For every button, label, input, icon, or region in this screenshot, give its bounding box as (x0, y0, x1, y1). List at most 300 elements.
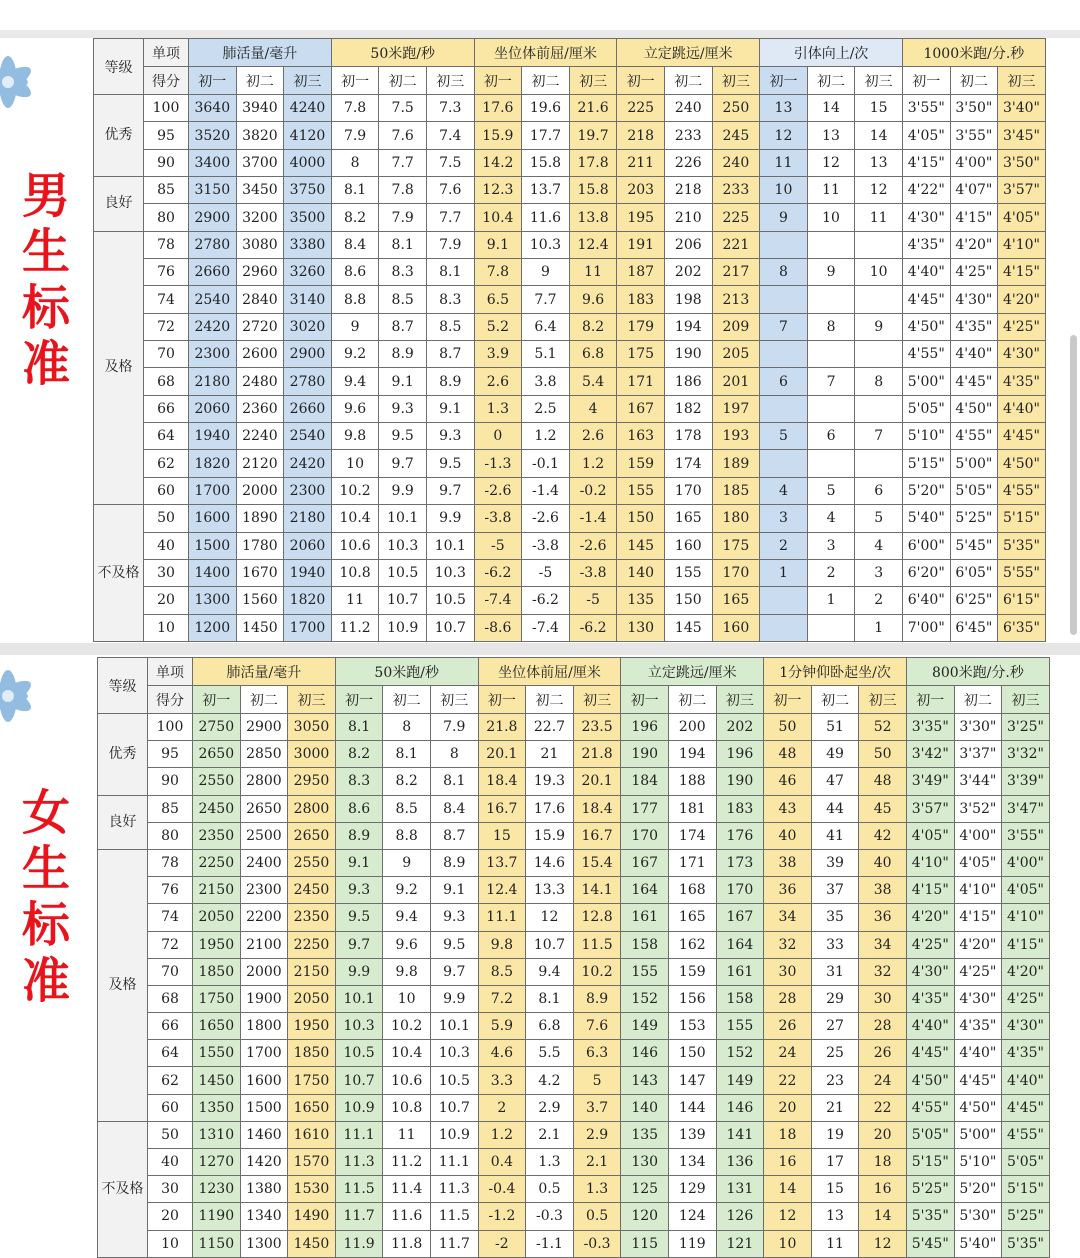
value-cell: 9.1 (474, 231, 522, 258)
value-cell: 9.4 (526, 958, 574, 985)
value-cell: 28 (764, 985, 812, 1012)
value-cell: 10.1 (430, 1013, 478, 1040)
value-cell: 10.2 (383, 1013, 431, 1040)
event-header: 立定跳远/厘米 (621, 658, 764, 686)
value-cell: 2480 (236, 368, 284, 395)
value-cell: 218 (617, 122, 665, 149)
value-cell: -0.1 (522, 450, 570, 477)
value-cell: 2120 (236, 450, 284, 477)
grade-year-header: 初三 (430, 686, 478, 714)
value-cell: -3.8 (522, 532, 570, 559)
value-cell: 171 (668, 849, 716, 876)
value-cell: 20 (764, 1094, 812, 1121)
value-cell: 8.5 (383, 795, 431, 822)
value-cell: 152 (716, 1040, 764, 1067)
value-cell: 190 (621, 741, 669, 768)
value-cell: 3'57" (906, 795, 954, 822)
value-cell: -8.6 (474, 614, 522, 641)
value-cell: 1 (807, 587, 855, 614)
value-cell: 35 (811, 904, 859, 931)
value-cell: 22 (764, 1067, 812, 1094)
value-cell: 11 (760, 149, 808, 176)
value-cell (760, 587, 808, 614)
value-cell: 178 (664, 423, 712, 450)
value-cell: 9.9 (430, 985, 478, 1012)
value-cell: 4'35" (998, 368, 1046, 395)
value-cell: 1850 (193, 958, 241, 985)
value-cell: 2420 (284, 450, 332, 477)
value-cell: 1600 (240, 1067, 288, 1094)
grade-year-header: 初一 (331, 67, 379, 95)
grade-header: 等级 (98, 658, 148, 714)
value-cell: 233 (712, 177, 760, 204)
value-cell: 14.1 (573, 877, 621, 904)
value-cell: 10 (331, 450, 379, 477)
value-cell: 10.5 (426, 587, 474, 614)
value-cell: 150 (617, 505, 665, 532)
value-cell: 1780 (236, 532, 284, 559)
value-cell: 1700 (284, 614, 332, 641)
value-cell: 8.1 (335, 714, 383, 741)
value-cell: 4'10" (906, 849, 954, 876)
value-cell: 5 (573, 1067, 621, 1094)
value-cell: 140 (617, 559, 665, 586)
value-cell: 2350 (288, 904, 336, 931)
grade-year-header: 初三 (569, 67, 617, 95)
value-cell: 6.5 (474, 286, 522, 313)
value-cell: 21.6 (569, 95, 617, 122)
value-cell: 2060 (284, 532, 332, 559)
value-cell: 14.2 (474, 149, 522, 176)
value-cell: 15.8 (522, 149, 570, 176)
value-cell: 160 (664, 532, 712, 559)
value-cell: 2600 (236, 341, 284, 368)
value-cell: 6'35" (998, 614, 1046, 641)
value-cell: 47 (811, 768, 859, 795)
value-cell: 1900 (240, 985, 288, 1012)
value-cell: 170 (621, 822, 669, 849)
value-cell: 4'40" (998, 395, 1046, 422)
value-cell: 168 (668, 877, 716, 904)
value-cell: 3140 (284, 286, 332, 313)
value-cell: 10.5 (335, 1040, 383, 1067)
value-cell: 225 (712, 204, 760, 231)
value-cell: -2.6 (569, 532, 617, 559)
value-cell: 170 (712, 559, 760, 586)
grade-year-header: 初二 (664, 67, 712, 95)
score-cell: 78 (148, 849, 193, 876)
value-cell: 7.8 (474, 259, 522, 286)
value-cell: 5'00" (954, 1121, 1002, 1148)
value-cell: 135 (617, 587, 665, 614)
value-cell: 24 (859, 1067, 907, 1094)
score-cell: 72 (148, 931, 193, 958)
grade-header: 等级 (94, 39, 144, 95)
value-cell: 5'00" (902, 368, 950, 395)
value-cell: 5.2 (474, 313, 522, 340)
value-cell: 4'45" (950, 368, 998, 395)
table-row (98, 1203, 1050, 1230)
value-cell: 3.3 (478, 1067, 526, 1094)
value-cell: 14 (855, 122, 903, 149)
value-cell: 14 (859, 1203, 907, 1230)
value-cell: 9.8 (383, 958, 431, 985)
value-cell: 10.1 (426, 532, 474, 559)
value-cell: 8.1 (379, 231, 427, 258)
value-cell: 1610 (288, 1121, 336, 1148)
value-cell: 4'07" (950, 177, 998, 204)
value-cell: 4'25" (906, 931, 954, 958)
value-cell: 23 (811, 1067, 859, 1094)
value-cell: 155 (617, 477, 665, 504)
table-row (98, 1094, 1050, 1121)
value-cell: 28 (859, 1013, 907, 1040)
value-cell: 1820 (284, 587, 332, 614)
value-cell: 17.6 (526, 795, 574, 822)
value-cell: 167 (716, 904, 764, 931)
value-cell: -2.6 (474, 477, 522, 504)
value-cell: 152 (621, 985, 669, 1012)
value-cell: 49 (811, 741, 859, 768)
value-cell: 1890 (236, 505, 284, 532)
value-cell: 1350 (193, 1094, 241, 1121)
value-cell: 6'00" (902, 532, 950, 559)
value-cell: 3 (807, 532, 855, 559)
table-row (98, 822, 1050, 849)
value-cell: -0.3 (526, 1203, 574, 1230)
value-cell: 4'35" (950, 313, 998, 340)
item-header: 单项 (148, 658, 193, 686)
score-cell: 95 (144, 122, 189, 149)
value-cell: 171 (617, 368, 665, 395)
value-cell: 9.8 (331, 423, 379, 450)
value-cell: 4 (855, 532, 903, 559)
value-cell: 0.5 (573, 1203, 621, 1230)
value-cell: 1 (855, 614, 903, 641)
value-cell: 13 (807, 122, 855, 149)
value-cell: -0.2 (569, 477, 617, 504)
value-cell: 4'55" (1002, 1121, 1050, 1148)
value-cell: 8 (760, 259, 808, 286)
value-cell: 150 (664, 587, 712, 614)
value-cell: 14 (764, 1176, 812, 1203)
value-cell: 4.2 (526, 1067, 574, 1094)
value-cell (855, 395, 903, 422)
value-cell: 143 (621, 1067, 669, 1094)
value-cell: 4.6 (478, 1040, 526, 1067)
value-cell: 5.5 (526, 1040, 574, 1067)
value-cell: 9.7 (379, 450, 427, 477)
value-cell: 2960 (236, 259, 284, 286)
value-cell: 2540 (189, 286, 237, 313)
value-cell: 2550 (193, 768, 241, 795)
grade-group-cell: 不及格 (94, 505, 144, 642)
value-cell: 9.4 (331, 368, 379, 395)
value-cell: 9.6 (383, 931, 431, 958)
value-cell: 2360 (236, 395, 284, 422)
score-cell: 60 (148, 1094, 193, 1121)
value-cell: 129 (668, 1176, 716, 1203)
value-cell: 162 (668, 931, 716, 958)
value-cell: 8.2 (335, 741, 383, 768)
value-cell: 184 (621, 768, 669, 795)
table-row (98, 877, 1050, 904)
value-cell: 38 (764, 849, 812, 876)
value-cell: 16.7 (478, 795, 526, 822)
value-cell: 174 (664, 450, 712, 477)
grade-year-header: 初二 (379, 67, 427, 95)
value-cell: 190 (716, 768, 764, 795)
value-cell: 3'57" (998, 177, 1046, 204)
value-cell: 4'55" (950, 423, 998, 450)
value-cell: 205 (712, 341, 760, 368)
value-cell: 1500 (240, 1094, 288, 1121)
value-cell: 8.9 (430, 849, 478, 876)
value-cell: 146 (716, 1094, 764, 1121)
value-cell: 8.1 (383, 741, 431, 768)
value-cell: 24 (764, 1040, 812, 1067)
value-cell: 8.5 (478, 958, 526, 985)
value-cell: 5'15" (998, 505, 1046, 532)
value-cell: 10.7 (526, 931, 574, 958)
value-cell: 4'20" (998, 286, 1046, 313)
value-cell: 1450 (193, 1067, 241, 1094)
value-cell: 8.2 (331, 204, 379, 231)
value-cell: 26 (764, 1013, 812, 1040)
value-cell: 233 (664, 122, 712, 149)
value-cell: 21.8 (478, 714, 526, 741)
value-cell: 6'15" (998, 587, 1046, 614)
table-row (98, 849, 1050, 876)
value-cell: 1460 (240, 1121, 288, 1148)
value-cell: 218 (664, 177, 712, 204)
table-row (94, 259, 1046, 286)
value-cell: 7.6 (573, 1013, 621, 1040)
value-cell: 9.5 (335, 904, 383, 931)
score-cell: 66 (144, 395, 189, 422)
value-cell: 13.3 (526, 877, 574, 904)
value-cell: 1450 (236, 614, 284, 641)
value-cell: 4'25" (950, 259, 998, 286)
value-cell: 150 (668, 1040, 716, 1067)
value-cell: 10 (383, 985, 431, 1012)
value-cell: 40 (764, 822, 812, 849)
value-cell: 11.9 (335, 1230, 383, 1257)
value-cell: 226 (664, 149, 712, 176)
value-cell: 159 (617, 450, 665, 477)
value-cell: 1600 (189, 505, 237, 532)
value-cell: 9 (760, 204, 808, 231)
score-cell: 70 (148, 958, 193, 985)
value-cell: 1950 (193, 931, 241, 958)
value-cell: 4'45" (902, 286, 950, 313)
value-cell: 221 (712, 231, 760, 258)
value-cell: 10.7 (379, 587, 427, 614)
value-cell: 37 (811, 877, 859, 904)
value-cell: 1420 (240, 1149, 288, 1176)
grade-group-cell: 及格 (98, 849, 148, 1121)
value-cell: 9.8 (478, 931, 526, 958)
value-cell: 7.4 (426, 122, 474, 149)
value-cell: 11.5 (573, 931, 621, 958)
value-cell: 48 (764, 741, 812, 768)
value-cell: -3.8 (474, 505, 522, 532)
value-cell (807, 341, 855, 368)
table-row (94, 95, 1046, 122)
value-cell: 6.3 (573, 1040, 621, 1067)
value-cell: 20.1 (478, 741, 526, 768)
value-cell: 9.3 (379, 395, 427, 422)
value-cell: 202 (664, 259, 712, 286)
item-header: 单项 (144, 39, 189, 67)
value-cell: 8.2 (569, 313, 617, 340)
value-cell: 5'45" (906, 1230, 954, 1257)
value-cell: 5'25" (950, 505, 998, 532)
value-cell: 198 (664, 286, 712, 313)
value-cell: 189 (712, 450, 760, 477)
value-cell: 4'40" (902, 259, 950, 286)
table-row (98, 768, 1050, 795)
value-cell: 30 (764, 958, 812, 985)
value-cell: 5'30" (954, 1203, 1002, 1230)
table-row (98, 985, 1050, 1012)
value-cell: 11.2 (331, 614, 379, 641)
value-cell (807, 286, 855, 313)
value-cell: 1380 (240, 1176, 288, 1203)
value-cell: 36 (764, 877, 812, 904)
grade-year-header: 初二 (522, 67, 570, 95)
value-cell: 167 (617, 395, 665, 422)
value-cell: 4'35" (902, 231, 950, 258)
value-cell: 15.9 (526, 822, 574, 849)
value-cell: 0 (474, 423, 522, 450)
value-cell: 3'50" (998, 149, 1046, 176)
value-cell: 29 (811, 985, 859, 1012)
value-cell: 2300 (189, 341, 237, 368)
value-cell: 1450 (288, 1230, 336, 1257)
grade-year-header: 初二 (807, 67, 855, 95)
value-cell: 4'30" (954, 985, 1002, 1012)
event-header: 坐位体前屈/厘米 (474, 39, 617, 67)
value-cell: -0.3 (573, 1230, 621, 1257)
value-cell: -2.6 (522, 505, 570, 532)
value-cell: 12 (760, 122, 808, 149)
scrollbar[interactable] (1070, 335, 1077, 635)
value-cell: 165 (668, 904, 716, 931)
value-cell: -5 (569, 587, 617, 614)
value-cell: 10.5 (430, 1067, 478, 1094)
value-cell: 8.9 (426, 368, 474, 395)
value-cell: 7.6 (426, 177, 474, 204)
event-header: 50米跑/秒 (335, 658, 478, 686)
table-row (94, 313, 1046, 340)
value-cell: 2050 (193, 904, 241, 931)
value-cell: 9 (383, 849, 431, 876)
value-cell: 2400 (240, 849, 288, 876)
value-cell: 2840 (236, 286, 284, 313)
grade-year-header: 初一 (189, 67, 237, 95)
value-cell: 17.7 (522, 122, 570, 149)
value-cell: 15 (811, 1176, 859, 1203)
value-cell: 211 (617, 149, 665, 176)
value-cell: 4'15" (954, 904, 1002, 931)
value-cell: 12 (764, 1203, 812, 1230)
value-cell: 209 (712, 313, 760, 340)
value-cell: 12.8 (573, 904, 621, 931)
value-cell: 6.4 (522, 313, 570, 340)
grade-group-cell: 良好 (94, 177, 144, 232)
value-cell: 130 (617, 614, 665, 641)
value-cell: 131 (716, 1176, 764, 1203)
value-cell: 7.8 (379, 177, 427, 204)
value-cell: 1190 (193, 1203, 241, 1230)
value-cell: 18 (859, 1149, 907, 1176)
value-cell: 195 (617, 204, 665, 231)
value-cell: 141 (716, 1121, 764, 1148)
value-cell: 19.7 (569, 122, 617, 149)
value-cell: 10 (807, 204, 855, 231)
value-cell: 5 (855, 505, 903, 532)
value-cell: 8.8 (331, 286, 379, 313)
score-cell: 62 (144, 450, 189, 477)
value-cell: 2.6 (474, 368, 522, 395)
event-header: 50米跑/秒 (331, 39, 474, 67)
value-cell: 8.8 (383, 822, 431, 849)
value-cell: 3'32" (1002, 741, 1050, 768)
value-cell: 4'30" (1002, 1013, 1050, 1040)
score-header: 得分 (148, 686, 193, 714)
grade-year-header: 初三 (1002, 686, 1050, 714)
value-cell: 1800 (240, 1013, 288, 1040)
value-cell: 4'15" (1002, 931, 1050, 958)
value-cell: 33 (811, 931, 859, 958)
value-cell: -5 (474, 532, 522, 559)
score-cell: 62 (148, 1067, 193, 1094)
value-cell: 9.4 (383, 904, 431, 931)
value-cell: 2500 (240, 822, 288, 849)
score-header: 得分 (144, 67, 189, 95)
value-cell: 10.3 (522, 231, 570, 258)
value-cell: 4'30" (906, 958, 954, 985)
value-cell: 2300 (240, 877, 288, 904)
table-row (94, 505, 1046, 532)
value-cell: 11.1 (430, 1149, 478, 1176)
value-cell: 4'05" (1002, 877, 1050, 904)
value-cell: 9.3 (430, 904, 478, 931)
value-cell: 3 (855, 559, 903, 586)
value-cell: 3450 (236, 177, 284, 204)
grade-year-header: 初二 (811, 686, 859, 714)
score-cell: 72 (144, 313, 189, 340)
female-table-grid (97, 657, 1050, 1258)
value-cell: 11.3 (335, 1149, 383, 1176)
value-cell: 34 (764, 904, 812, 931)
table-row (94, 204, 1046, 231)
value-cell: 5 (807, 477, 855, 504)
value-cell: 19 (811, 1121, 859, 1148)
value-cell (807, 231, 855, 258)
value-cell: 9.9 (379, 477, 427, 504)
value-cell: 182 (664, 395, 712, 422)
value-cell: 4'15" (998, 259, 1046, 286)
value-cell: 5.1 (522, 341, 570, 368)
value-cell: 2000 (236, 477, 284, 504)
value-cell: 144 (668, 1094, 716, 1121)
value-cell: 10 (855, 259, 903, 286)
value-cell: 27 (811, 1013, 859, 1040)
value-cell: 4'45" (954, 1067, 1002, 1094)
value-cell: 12 (855, 177, 903, 204)
